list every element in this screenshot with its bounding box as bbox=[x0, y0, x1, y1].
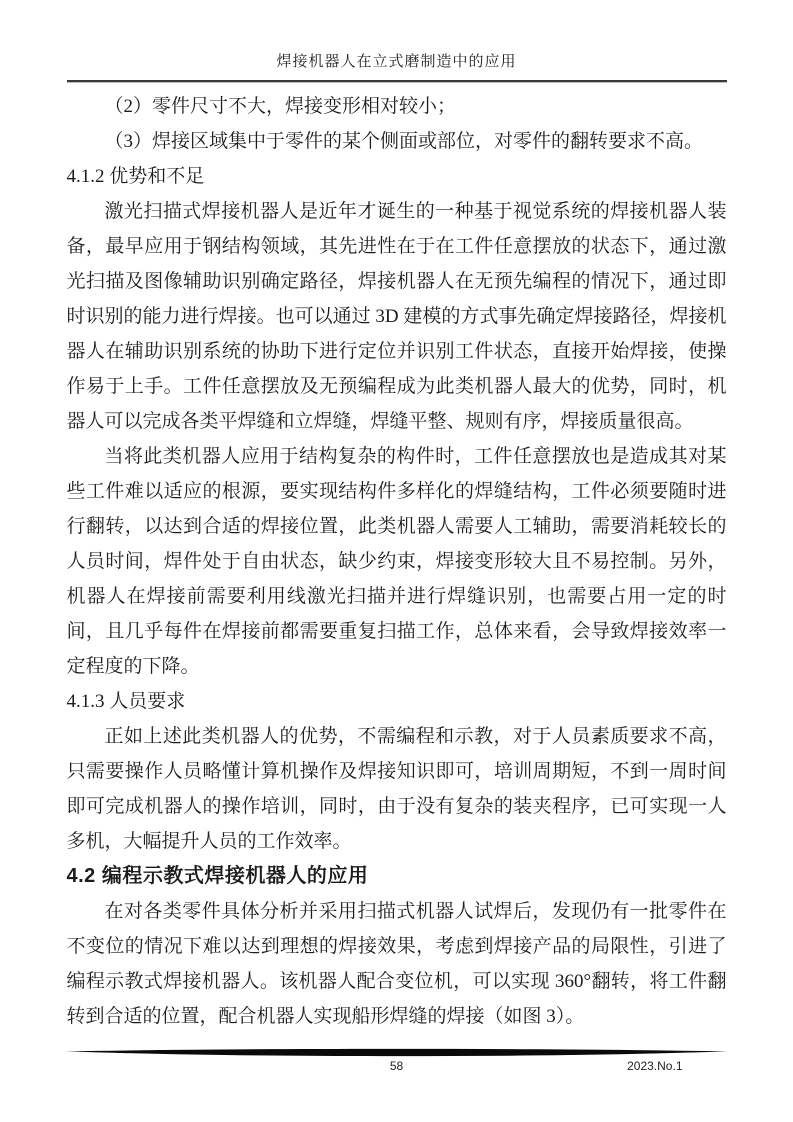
page-number: 58 bbox=[389, 1059, 404, 1073]
paragraph-personnel: 正如上述此类机器人的优势，不需编程和示教，对于人员素质要求不高，只需要操作人员略懂计算机操作及焊接知识即可，培训周期短，不到一周时间即可完成机器人的操作培训，同时，由于没有复杂的装夹程序，已可实现一人多机，大幅提升人员的工作效率。 bbox=[66, 726, 727, 852]
footer-ornament-bar bbox=[66, 1048, 728, 1057]
document-body bbox=[67, 83, 727, 1034]
section-heading-4-1-3: 4.1.3 人员要求 bbox=[66, 691, 186, 712]
page-header bbox=[0, 0, 793, 83]
footer-text-row bbox=[67, 1059, 727, 1074]
list-item-3: （3）焊接区域集中于零件的某个侧面或部位，对零件的翻转要求不高。 bbox=[104, 131, 704, 152]
section-heading-4-1-2: 4.1.2 优势和不足 bbox=[66, 166, 205, 187]
list-item-2: （2）零件尺寸不大，焊接变形相对较小； bbox=[104, 96, 457, 117]
paragraph-drawbacks: 当将此类机器人应用于结构复杂的构件时，工件任意摆放也是造成其对某些工件难以适应的根源，要实现结构件多样化的焊缝结构，工件必须要随时进行翻转，以达到合适的焊接位置，此类机器人需要人工辅助，需要消耗较长的人员时间，焊件处于自由状态，缺少约束，焊接变形较大且不易控制。另外，机器人在焊接前需要利用线激光扫描并进行焊缝识别，也需要占用一定的时间，且几乎每件在焊接前都需要重复扫描工作，总体来看，会导致焊接效率一定程度的下降。 bbox=[66, 446, 727, 677]
section-heading-4-2: 4.2 编程示教式焊接机器人的应用 bbox=[66, 865, 369, 887]
paragraph-advantages: 激光扫描式焊接机器人是近年才诞生的一种基于视觉系统的焊接机器人装备，最早应用于钢结构领域，其先进性在于在工件任意摆放的状态下，通过激光扫描及图像辅助识别确定路径，焊接机器人在无预先编程的情况下，通过即时识别的能力进行焊接。也可以通过 3D 建模的方式事先确定焊接路径，焊接机器人在辅助识别系统的协助下进行定位并识别工件状态，直接开始焊接，使操作易于上手。工件任意摆放及无预编程成为此类机器人最大的优势，同时，机器人可以完成各类平焊缝和立焊缝，焊缝平整、规则有序，焊接质量很高。 bbox=[66, 201, 727, 432]
paragraph-teaching-robot: 在对各类零件具体分析并采用扫描式机器人试焊后，发现仍有一批零件在不变位的情况下难以达到理想的焊接效果，考虑到焊接产品的局限性，引进了编程示教式焊接机器人。该机器人配合变位机，可以实现 360°翻转，将工件翻转到合适的位置，配合机器人实现船形焊缝的焊接（如图 3）。 bbox=[66, 901, 727, 1027]
running-head-title: 焊接机器人在立式磨制造中的应用 bbox=[276, 54, 517, 70]
page-footer bbox=[0, 1048, 793, 1074]
issue-label: 2023.No.1 bbox=[627, 1059, 683, 1073]
